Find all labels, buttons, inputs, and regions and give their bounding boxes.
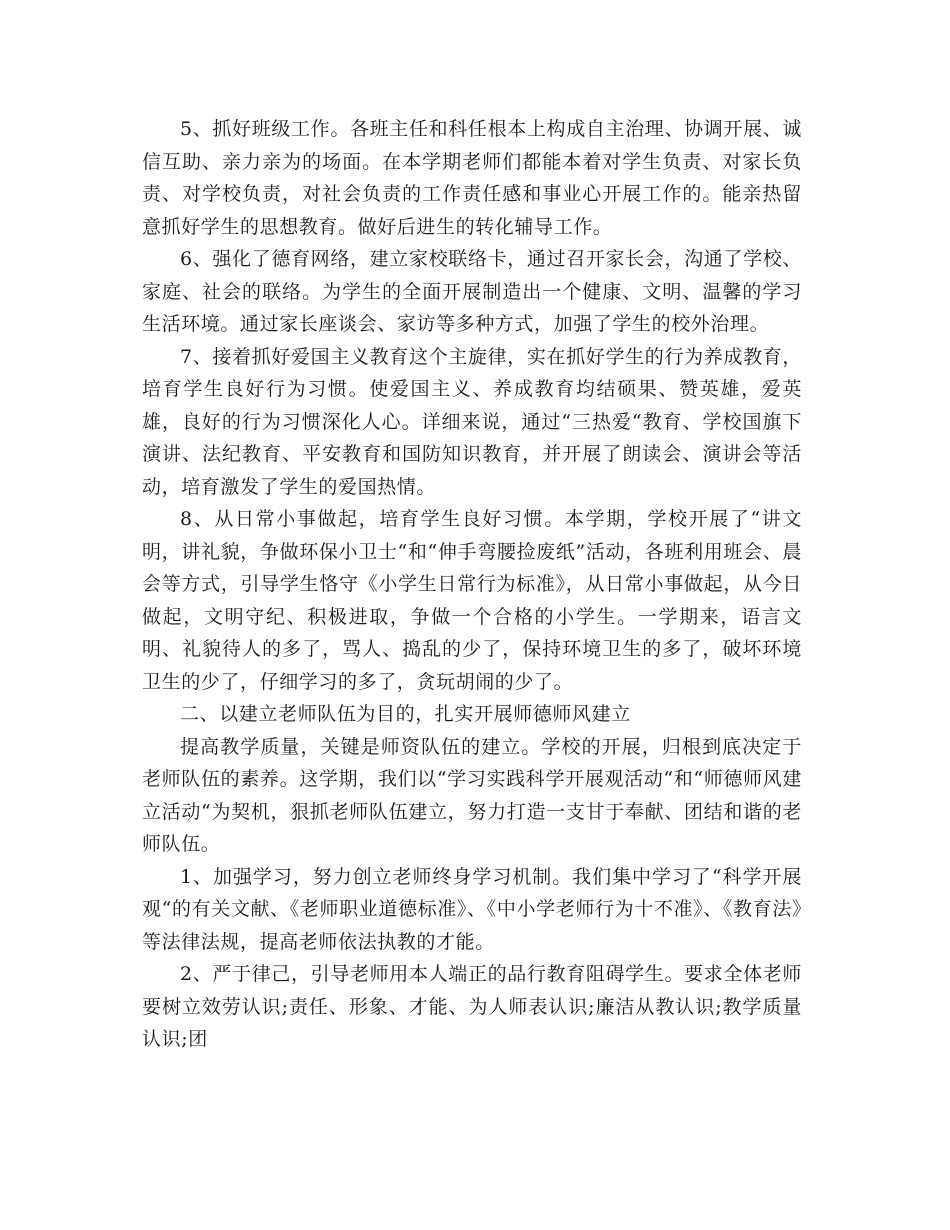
paragraph-6-moral-network: 6、强化了德育网络，建立家校联络卡，通过召开家长会，沟通了学校、家庭、社会的联络。为学生的全面开展制造出一个健康、文明、温馨的学习生活环境。通过家长座谈会、家访等多种方式，加强了学生的校外治理。 [142,248,802,335]
paragraph-8-good-habits: 8、从日常小事做起，培育学生良好习惯。本学期，学校开展了“讲文明，讲礼貌，争做环保小卫士“和“伸手弯腰捡废纸”活动，各班利用班会、晨会等方式，引导学生恪守《小学生日常行为标准》，从日常小事做起，从今日做起，文明守纪、积极进取，争做一个合格的小学生。一学期来，语言文明、礼貌待人的多了，骂人、捣乱的少了，保持环境卫生的多了，破坏环境卫生的少了，仔细学习的多了，贪玩胡闹的少了。 [142,508,802,693]
paragraph-5-class-work: 5、抓好班级工作。各班主任和科任根本上构成自主治理、协调开展、诚信互助、亲力亲为的场面。在本学期老师们都能本着对学生负责、对家长负责、对学校负责，对社会负责的工作责任感和事业心开展工作的。能亲热留意抓好学生的思想教育。做好后进生的转化辅导工作。 [142,118,802,238]
paragraph-1-lifelong-learning: 1、加强学习，努力创立老师终身学习机制。我们集中学习了“科学开展观“的有关文献、《老师职业道德标准》、《中小学老师行为十不准》、《教育法》等法律法规，提高老师依法执教的才能。 [142,865,802,953]
document-body [142,113,802,1056]
paragraph-7-patriotic-education: 7、接着抓好爱国主义教育这个主旋律，实在抓好学生的行为养成教育，培育学生良好行为习惯。使爱国主义、养成教育均结硕果、赞英雄，爱英雄，良好的行为习惯深化人心。详细来说，通过“三热爱“教育、学校国旗下演讲、法纪教育、平安教育和国防知识教育，并开展了朗读会、演讲会等活动，培育激发了学生的爱国热情。 [142,345,802,498]
section-heading-teacher-team: 二、以建立老师队伍为目的，扎实开展师德师风建立 [180,703,631,725]
paragraph-2-self-discipline: 2、严于律己，引导老师用本人端正的品行教育阻碍学生。要求全体老师要树立效劳认识;责任、形象、才能、为人师表认识;廉洁从教认识;教学质量认识;团 [142,963,802,1050]
paragraph-teaching-quality: 提高教学质量，关键是师资队伍的建立。学校的开展，归根到底决定于老师队伍的素养。这学期，我们以“学习实践科学开展观活动“和“师德师风建立活动“为契机，狠抓老师队伍建立，努力打造一支甘于奉献、团结和谐的老师队伍。 [142,735,802,855]
